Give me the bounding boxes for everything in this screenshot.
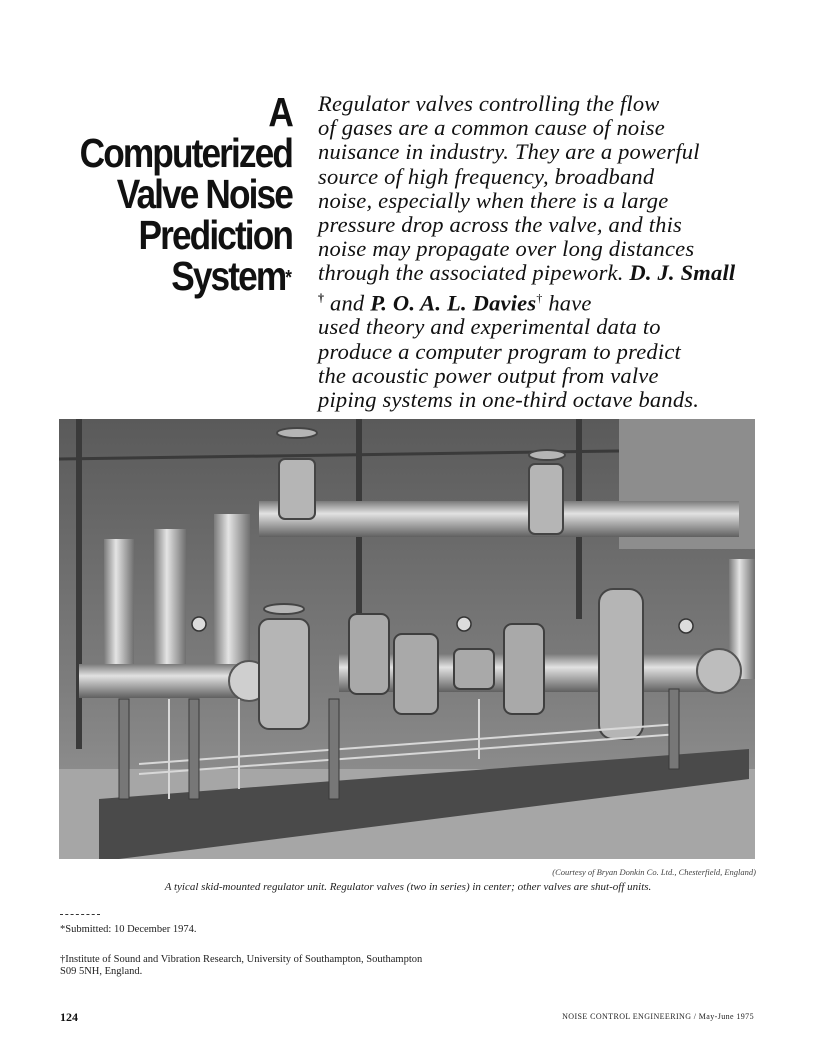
abstract-line: noise, especially when there is a large: [318, 187, 669, 213]
author-name-marker-wrap: [318, 290, 324, 315]
abstract-line: [318, 286, 788, 316]
photo-credit: (Courtesy of Bryan Donkin Co. Ltd., Chesterfield, England): [552, 867, 756, 877]
article-title: [67, 89, 293, 299]
abstract-line: noise may propagate over long distances: [318, 236, 695, 262]
pipe-end-cap: [697, 649, 741, 693]
abstract-line: produce a computer program to predict: [318, 338, 681, 364]
abstract-line-text: through the associated pipework.: [318, 260, 624, 286]
abstract-line: used theory and experimental data to: [318, 314, 661, 340]
journal-footer: NOISE CONTROL ENGINEERING / May-June 1975: [562, 1012, 754, 1021]
title-line: [67, 253, 292, 299]
author-name: P. O. A. L. Davies: [370, 290, 537, 316]
title-line: Computerized: [79, 130, 293, 176]
abstract-line: piping systems in one-third octave bands.: [318, 386, 700, 412]
abstract-line: pressure drop across the valve, and this: [318, 212, 683, 238]
figure-caption: A tyical skid-mounted regulator unit. Regulator valves (two in series) in center; other valves are shut-off units.: [164, 881, 652, 893]
abstract-line: Regulator valves controlling the flow: [318, 91, 660, 116]
upper-header-pipe: [259, 501, 739, 537]
footnote-affiliation: [60, 954, 530, 978]
abstract-line: of gases are a common cause of noise: [318, 115, 665, 141]
title-line: Prediction: [138, 212, 292, 258]
abstract: [318, 92, 788, 412]
abstract-line: the acoustic power output from valve: [318, 362, 659, 388]
affiliation-line: S09 5NH, England.: [60, 966, 143, 977]
photo-illustration: [59, 419, 755, 859]
abstract-line: source of high frequency, broadband: [318, 163, 655, 189]
abstract-line: [318, 261, 788, 285]
affiliation-line: †Institute of Sound and Vibration Research, University of Southampton, Southampton: [60, 954, 423, 965]
footnote-submitted: *Submitted: 10 December 1974.: [60, 924, 197, 935]
abstract-line: nuisance in industry. They are a powerful: [318, 139, 700, 165]
regulator-unit-photo: [59, 419, 755, 859]
title-line: A: [268, 89, 292, 135]
title-line-text: System: [171, 253, 286, 299]
title-footnote-marker: *: [285, 267, 292, 289]
author-marker: †: [318, 290, 325, 305]
author-name: D. J. Small: [629, 260, 736, 286]
title-line: Valve Noise: [116, 171, 293, 217]
page-number: 124: [60, 1010, 78, 1024]
author-marker: †: [536, 290, 543, 305]
footnote-rule: [60, 914, 100, 916]
abstract-and: and: [330, 290, 365, 316]
abstract-have: have: [548, 290, 592, 316]
